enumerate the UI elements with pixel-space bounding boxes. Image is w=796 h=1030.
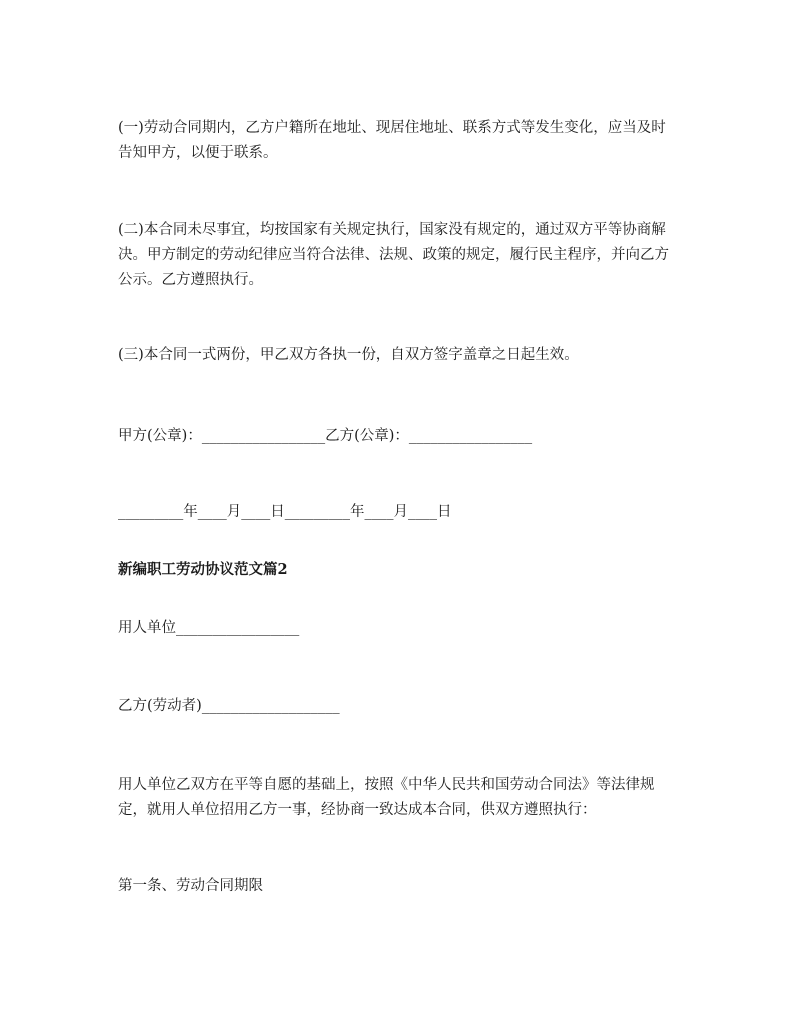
signature-line: 甲方(公章)：_________________乙方(公章)：_________________: [118, 428, 533, 444]
clause-three-paragraph: (三)本合同一式两份，甲乙双方各执一份，自双方签字盖章之日起生效。: [118, 347, 579, 363]
clause-two-paragraph: (二)本合同未尽事宜，均按国家有关规定执行，国家没有规定的，通过双方平等协商解决。甲方制定的劳动纪律应当符合法律、法规、政策的规定，履行民主程序，并向乙方公示。乙方遵照执行。: [118, 222, 669, 288]
date-line: _________年____月____日_________年____月____日: [118, 504, 452, 520]
section-title: 新编职工劳动协议范文篇2: [118, 561, 288, 578]
clause-one-paragraph: (一)劳动合同期内，乙方户籍所在地址、现居住地址、联系方式等发生变化，应当及时告知甲方，以便于联系。: [118, 120, 666, 161]
article-one-title: 第一条、劳动合同期限: [118, 878, 263, 894]
employer-line: 用人单位_________________: [118, 620, 300, 636]
employee-line: 乙方(劳动者)___________________: [118, 698, 340, 714]
intro-paragraph: 用人单位乙双方在平等自愿的基础上，按照《中华人民共和国劳动合同法》等法律规定，就用人单位招用乙方一事，经协商一致达成本合同，供双方遵照执行：: [118, 777, 655, 818]
